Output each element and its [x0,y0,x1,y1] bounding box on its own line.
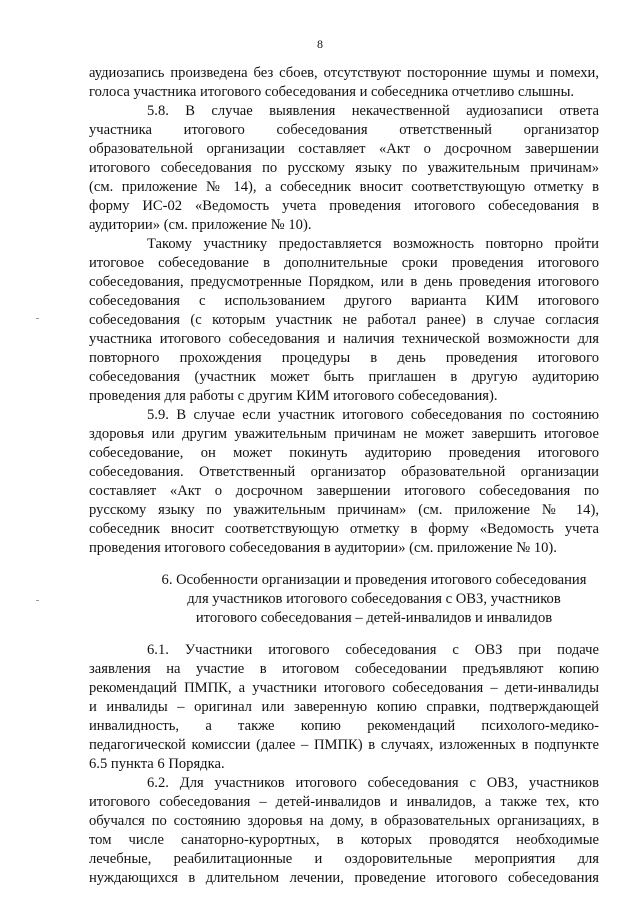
text-line: форму ИС-02 «Ведомость учета проведения итогового собеседования в [89,198,599,214]
paragraph-6-1-first-line: 6.1. Участники итогового собеседования с ОВЗ при подаче [147,642,599,658]
text-line: образовательной организации составляет «Акт о досрочном завершении [89,141,599,157]
text-line: и инвалиды – оригинал или заверенную копию справки, подтверждающей [89,699,599,715]
section-6-heading-line: итогового собеседования – детей-инвалидов и инвалидов [195,610,553,626]
page-number: 8 [317,37,323,51]
text-line: (см. приложение № 14), а собеседник вносит соответствующую отметку в [89,179,599,195]
text-line: аудиозапись произведена без сбоев, отсутствуют посторонние шумы и помехи, [89,65,599,81]
paragraph-6-2-first-line: 6.2. Для участников итогового собеседования с ОВЗ, участников [147,775,599,791]
text-line: аудитории» (см. приложение № 10). [89,217,312,233]
section-6-heading-line: для участников итогового собеседования с ОВЗ, участников [187,591,561,607]
text-line: составляет «Акт о досрочном завершении итогового собеседования по [89,483,599,499]
paragraph-5-9-first-line: 5.9. В случае если участник итогового собеседования по состоянию [147,407,599,423]
text-line: итогового собеседования – детей-инвалидов и инвалидов, а также тех, кто [89,794,599,810]
text-line: лечебные, реабилитационные и оздоровительные мероприятия для [89,851,599,867]
text-line: проведения для работы с другим КИМ итогового собеседования). [89,388,498,404]
text-line: собеседования (участник может быть приглашен в другую аудиторию [89,369,599,385]
text-line: нуждающихся в длительном лечении, проведение итогового собеседования [89,870,599,886]
text-line: рекомендаций ПМПК, а участники итогового собеседования – дети-инвалиды [89,680,599,696]
text-line: участника итогового собеседования и наличия технической возможности для [89,331,599,347]
text-line: голоса участника итогового собеседования и собеседника отчетливо слышны. [89,84,575,100]
text-line: обучался по состоянию здоровья на дому, в образовательных организациях, в [89,813,599,829]
text-line: здоровья или другим уважительным причинам не может завершить итоговое [89,426,599,442]
section-6-heading: 6. Особенности организации и проведения итогового собеседования [161,572,587,588]
text-line: собеседования (с которым участник не работал ранее) в случае согласия [89,312,599,328]
text-line: проведения итогового собеседования в аудитории» (см. приложение № 10). [89,540,557,556]
text-line: собеседования. Ответственный организатор образовательной организации [89,464,599,480]
text-line: итоговое собеседование в дополнительные сроки проведения итогового [89,255,599,271]
text-line: собеседования с использованием другого варианта КИМ итогового [89,293,599,309]
text-line: инвалидность, а также копию рекомендаций психолого-медико- [89,718,599,734]
text-line: итогового собеседования по русскому языку по уважительным причинам» [89,160,599,176]
paragraph-first-line: Такому участнику предоставляется возможность повторно пройти [147,236,599,252]
text-line: повторного прохождения процедуры в день проведения итогового [89,350,599,366]
text-line: собеседование, он может покинуть аудиторию проведения итогового [89,445,599,461]
text-line: собеседник вносит соответствующую отметку в форму «Ведомость учета [89,521,599,537]
text-line: собеседования, предусмотренные Порядком, или в день проведения итогового [89,274,599,290]
text-line: русскому языку по уважительным причинам» (см. приложение № 14), [89,502,599,518]
text-line: том числе санаторно-курортных, в которых проводятся необходимые [89,832,599,848]
text-line: педагогической комиссии (далее – ПМПК) в случаях, изложенных в подпункте [89,737,599,753]
scan-speck [36,600,39,601]
scan-speck [36,318,39,319]
text-line: 6.5 пункта 6 Порядка. [89,756,225,772]
text-line: участника итогового собеседования ответственный организатор [89,122,599,138]
paragraph-5-8-first-line: 5.8. В случае выявления некачественной аудиозаписи ответа [147,103,599,119]
text-line: заявления на участие в итоговом собеседовании предъявляют копию [89,661,599,677]
